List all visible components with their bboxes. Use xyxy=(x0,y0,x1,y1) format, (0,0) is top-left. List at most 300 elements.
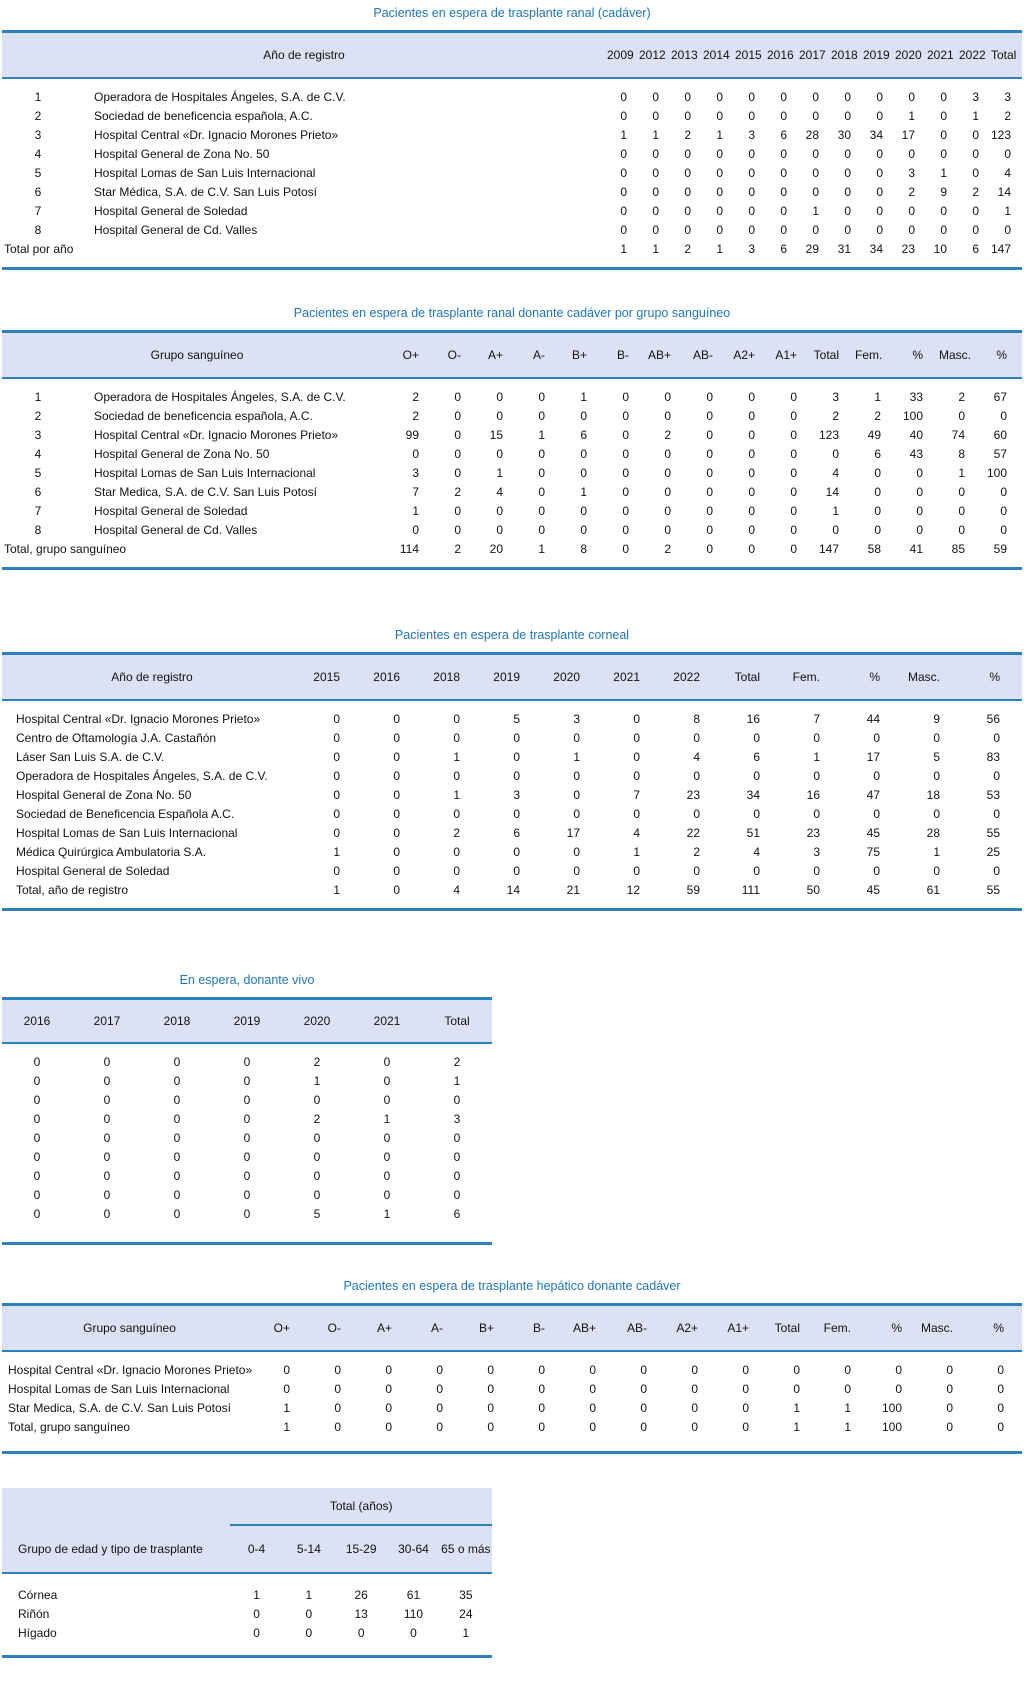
val: 0 xyxy=(513,845,520,859)
val: 0 xyxy=(383,1055,391,1069)
val: 43 xyxy=(909,447,923,461)
val: 0 xyxy=(538,409,545,423)
val: 30 xyxy=(837,128,851,142)
val: 2 xyxy=(412,409,419,423)
val: 0 xyxy=(454,447,461,461)
row-label: Hospital General de Zona No. 50 xyxy=(16,788,192,802)
val: 0 xyxy=(622,542,629,556)
val: 0 xyxy=(706,523,713,537)
val: 0 xyxy=(333,731,340,745)
val: 0 xyxy=(748,204,755,218)
table-row xyxy=(2,1110,492,1129)
col-head: A1+ xyxy=(770,332,812,379)
val: 10 xyxy=(933,242,947,256)
val: 0 xyxy=(693,769,700,783)
val: 44 xyxy=(866,712,880,726)
table-row xyxy=(2,1418,1022,1453)
val: 0 xyxy=(813,731,820,745)
row-label: Hospital General de Zona No. 50 xyxy=(94,447,270,461)
val: 1 xyxy=(793,1401,800,1415)
val: 4 xyxy=(1004,166,1011,180)
val: 5 xyxy=(313,1207,321,1221)
table-row xyxy=(2,1129,492,1148)
val: 0 xyxy=(620,204,627,218)
col-head: O- xyxy=(308,1305,359,1352)
row-label: Total, grupo sanguíneo xyxy=(8,1420,131,1434)
val: 0 xyxy=(243,1150,251,1164)
val: 100 xyxy=(986,466,1007,480)
val: 0 xyxy=(393,769,400,783)
val: 0 xyxy=(993,864,1000,878)
col-head: % xyxy=(971,1305,1022,1352)
val: 0 xyxy=(832,447,839,461)
val: 67 xyxy=(993,390,1007,404)
val: 24 xyxy=(459,1607,473,1621)
val: 0 xyxy=(748,542,755,556)
val: 0 xyxy=(691,1401,698,1415)
row-num: 3 xyxy=(34,128,42,142)
val: 75 xyxy=(866,845,880,859)
col-head: 2016 xyxy=(362,654,422,701)
val: 61 xyxy=(406,1588,421,1602)
val: 3 xyxy=(813,845,820,859)
val: 0 xyxy=(652,204,659,218)
val: 0 xyxy=(664,504,671,518)
val: 58 xyxy=(867,542,881,556)
row-num: 6 xyxy=(34,185,42,199)
val: 2 xyxy=(832,409,839,423)
val: 0 xyxy=(633,731,640,745)
val: 0 xyxy=(334,1382,341,1396)
val: 0 xyxy=(313,1188,321,1202)
val: 59 xyxy=(686,883,700,897)
val: 0 xyxy=(748,409,755,423)
val: 2 xyxy=(693,845,700,859)
val: 1 xyxy=(283,1401,290,1415)
val: 3 xyxy=(453,1112,461,1126)
val: 0 xyxy=(790,542,797,556)
table-row xyxy=(2,1186,492,1205)
val: 0 xyxy=(173,1074,181,1088)
val: 0 xyxy=(393,788,400,802)
val: 0 xyxy=(933,731,940,745)
val: 59 xyxy=(993,542,1007,556)
val: 147 xyxy=(818,542,839,556)
val: 5 xyxy=(513,712,520,726)
table-row xyxy=(2,1605,492,1624)
val: 0 xyxy=(393,712,400,726)
val: 0 xyxy=(622,447,629,461)
val: 0 xyxy=(876,109,883,123)
val: 0 xyxy=(997,1363,1004,1377)
section-edad xyxy=(2,1488,492,1658)
row-label: Star Médica, S.A. de C.V. San Luis Potosí xyxy=(94,185,318,199)
table-row xyxy=(2,1351,1022,1380)
val: 1 xyxy=(958,466,965,480)
val: 0 xyxy=(716,204,723,218)
table-row xyxy=(2,805,1022,824)
col-head: A+ xyxy=(476,332,518,379)
val: 0 xyxy=(454,466,461,480)
val: 0 xyxy=(652,109,659,123)
val: 0 xyxy=(33,1188,41,1202)
total-row xyxy=(2,540,1022,569)
val: 45 xyxy=(866,883,880,897)
val: 0 xyxy=(933,864,940,878)
val: 0 xyxy=(997,1401,1004,1415)
val: 0 xyxy=(874,504,881,518)
val: 0 xyxy=(33,1112,41,1126)
table-row xyxy=(2,378,1022,407)
val: 0 xyxy=(385,1382,392,1396)
val: 0 xyxy=(496,504,503,518)
val: 9 xyxy=(940,185,947,199)
val: 0 xyxy=(780,223,787,237)
row-num: 4 xyxy=(34,147,42,161)
val: 0 xyxy=(333,864,340,878)
table-row xyxy=(2,464,1022,483)
val: 0 xyxy=(173,1093,181,1107)
row-num: 5 xyxy=(34,166,42,180)
val: 0 xyxy=(573,769,580,783)
val: 0 xyxy=(812,223,819,237)
val: 0 xyxy=(454,428,461,442)
val: 0 xyxy=(908,90,915,104)
val: 0 xyxy=(706,542,713,556)
val: 20 xyxy=(489,542,503,556)
val: 3 xyxy=(513,788,520,802)
val: 0 xyxy=(832,523,839,537)
total-label: Total, grupo sanguíneo xyxy=(4,542,127,556)
val: 6 xyxy=(513,826,520,840)
col-head: 2018 xyxy=(830,32,862,79)
col-head: Total xyxy=(990,32,1022,79)
val: 0 xyxy=(780,109,787,123)
group-blank xyxy=(2,1488,230,1525)
val: 6 xyxy=(780,242,787,256)
val: 1 xyxy=(812,204,819,218)
val: 56 xyxy=(986,712,1000,726)
group-label: Total (años) xyxy=(230,1488,492,1525)
val: 1 xyxy=(972,109,979,123)
val: 0 xyxy=(706,447,713,461)
row-num: 8 xyxy=(34,523,42,537)
row-label: Hospital Lomas de San Luis Internacional xyxy=(94,166,316,180)
val: 0 xyxy=(706,466,713,480)
val: 1 xyxy=(832,504,839,518)
val: 1 xyxy=(305,1588,313,1602)
section-donante-vivo xyxy=(2,973,492,1245)
col-head: B- xyxy=(512,1305,563,1352)
val: 0 xyxy=(454,523,461,537)
val: 0 xyxy=(538,1420,545,1434)
row-label: Centro de Oftamología J.A. Castañón xyxy=(16,731,217,745)
val: 51 xyxy=(746,826,760,840)
val: 2 xyxy=(958,390,965,404)
val: 0 xyxy=(589,1363,596,1377)
val: 0 xyxy=(173,1131,181,1145)
val: 1 xyxy=(652,128,659,142)
col-head: 0-4 xyxy=(230,1525,282,1573)
val: 1 xyxy=(652,242,659,256)
col-head: 2016 xyxy=(766,32,798,79)
val: 0 xyxy=(748,223,755,237)
val: 0 xyxy=(844,1382,851,1396)
val: 0 xyxy=(333,769,340,783)
val: 0 xyxy=(412,447,419,461)
val: 1 xyxy=(333,845,340,859)
val: 14 xyxy=(825,485,839,499)
val: 0 xyxy=(393,731,400,745)
val: 2 xyxy=(874,409,881,423)
val: 0 xyxy=(103,1207,111,1221)
col-head: A- xyxy=(410,1305,461,1352)
val: 0 xyxy=(693,807,700,821)
table-row xyxy=(2,202,1022,221)
val: 14 xyxy=(506,883,520,897)
val: 0 xyxy=(243,1055,251,1069)
col-head: 2019 xyxy=(862,32,894,79)
val: 0 xyxy=(916,504,923,518)
val: 0 xyxy=(580,504,587,518)
row-num: 7 xyxy=(34,504,42,518)
val: 0 xyxy=(513,731,520,745)
val: 1 xyxy=(620,242,627,256)
val: 0 xyxy=(873,807,880,821)
col-head: O+ xyxy=(392,332,434,379)
val: 0 xyxy=(946,1420,953,1434)
table-row xyxy=(2,1573,492,1605)
val: 0 xyxy=(664,523,671,537)
row-num: 3 xyxy=(34,428,42,442)
val: 0 xyxy=(334,1420,341,1434)
val: 0 xyxy=(640,1382,647,1396)
table-title-hepatico: Pacientes en espera de trasplante hepático donante cadáver xyxy=(343,1279,681,1293)
report-page xyxy=(0,6,1024,1658)
val: 2 xyxy=(453,826,460,840)
table-row xyxy=(2,729,1022,748)
val: 0 xyxy=(436,1363,443,1377)
val: 0 xyxy=(453,1188,461,1202)
val: 0 xyxy=(748,485,755,499)
val: 0 xyxy=(393,845,400,859)
row-label: Córnea xyxy=(18,1588,58,1602)
val: 1 xyxy=(933,845,940,859)
val: 0 xyxy=(454,390,461,404)
val: 34 xyxy=(869,242,883,256)
val: 28 xyxy=(805,128,819,142)
row-label: Total, año de registro xyxy=(16,883,129,897)
col-head: Fem. xyxy=(818,1305,869,1352)
table-row xyxy=(2,1380,1022,1399)
val: 0 xyxy=(844,1363,851,1377)
val: 0 xyxy=(993,769,1000,783)
row-label: Láser San Luis S.A. de C.V. xyxy=(16,750,165,764)
table-row xyxy=(2,767,1022,786)
val: 1 xyxy=(716,242,723,256)
table-row xyxy=(2,445,1022,464)
val: 0 xyxy=(742,1401,749,1415)
val: 9 xyxy=(933,712,940,726)
val: 0 xyxy=(916,466,923,480)
renal-blood-group-table xyxy=(2,330,1022,570)
val: 0 xyxy=(873,864,880,878)
val: 0 xyxy=(693,731,700,745)
val: 0 xyxy=(640,1401,647,1415)
val: 0 xyxy=(844,166,851,180)
val: 123 xyxy=(990,128,1011,142)
val: 0 xyxy=(753,769,760,783)
val: 1 xyxy=(462,1626,470,1640)
row-num: 2 xyxy=(34,109,42,123)
val: 1 xyxy=(253,1588,260,1602)
val: 2 xyxy=(1004,109,1011,123)
val: 3 xyxy=(972,90,979,104)
col-head: % xyxy=(896,332,938,379)
val: 23 xyxy=(901,242,915,256)
col-head: 2015 xyxy=(734,32,766,79)
row-label: Sociedad de Beneficencia Española A.C. xyxy=(16,807,235,821)
val: 0 xyxy=(706,428,713,442)
val: 4 xyxy=(496,485,503,499)
val: 2 xyxy=(684,242,691,256)
val: 21 xyxy=(566,883,580,897)
val: 0 xyxy=(908,223,915,237)
val: 2 xyxy=(453,1055,461,1069)
val: 0 xyxy=(876,166,883,180)
col-head: 2012 xyxy=(638,32,670,79)
val: 0 xyxy=(103,1112,111,1126)
val: 1 xyxy=(620,128,627,142)
val: 0 xyxy=(393,750,400,764)
val: 0 xyxy=(538,523,545,537)
val: 0 xyxy=(453,1093,461,1107)
table-row xyxy=(2,1624,492,1657)
col-head: % xyxy=(842,654,902,701)
val: 0 xyxy=(410,1626,417,1640)
val: 0 xyxy=(706,485,713,499)
val: 60 xyxy=(993,428,1007,442)
table-row xyxy=(2,1091,492,1110)
val: 0 xyxy=(812,90,819,104)
col-head: AB- xyxy=(614,1305,665,1352)
val: 1 xyxy=(874,390,881,404)
val: 0 xyxy=(684,90,691,104)
val: 0 xyxy=(589,1401,596,1415)
val: 0 xyxy=(487,1363,494,1377)
val: 0 xyxy=(693,864,700,878)
val: 0 xyxy=(538,1382,545,1396)
val: 0 xyxy=(748,447,755,461)
val: 12 xyxy=(626,883,640,897)
val: 0 xyxy=(940,90,947,104)
col-head: A- xyxy=(518,332,560,379)
table-title-renal-sanguineo: Pacientes en espera de trasplante ranal donante cadáver por grupo sanguíneo xyxy=(293,306,731,320)
val: 0 xyxy=(873,731,880,745)
col-head: 2014 xyxy=(702,32,734,79)
val: 0 xyxy=(1000,504,1007,518)
val: 7 xyxy=(633,788,640,802)
val: 2 xyxy=(972,185,979,199)
val: 0 xyxy=(333,788,340,802)
val: 0 xyxy=(844,204,851,218)
val: 6 xyxy=(580,428,587,442)
val: 0 xyxy=(790,409,797,423)
label-head: Grupo sanguíneo xyxy=(2,1305,257,1352)
val: 0 xyxy=(383,1188,391,1202)
val: 0 xyxy=(633,750,640,764)
table-row xyxy=(2,1399,1022,1418)
col-head: Total xyxy=(767,1305,818,1352)
col-head: 2019 xyxy=(482,654,542,701)
val: 0 xyxy=(173,1112,181,1126)
val: 0 xyxy=(933,769,940,783)
val: 0 xyxy=(453,845,460,859)
val: 1 xyxy=(580,390,587,404)
table-row xyxy=(2,700,1022,729)
val: 0 xyxy=(580,523,587,537)
val: 1 xyxy=(538,428,545,442)
val: 3 xyxy=(748,128,755,142)
val: 0 xyxy=(1000,409,1007,423)
val: 147 xyxy=(990,242,1011,256)
val: 0 xyxy=(243,1188,251,1202)
col-head: O+ xyxy=(257,1305,308,1352)
val: 0 xyxy=(253,1626,260,1640)
val: 50 xyxy=(806,883,820,897)
val: 0 xyxy=(873,769,880,783)
section-renal-cadaver xyxy=(2,6,1022,270)
val: 1 xyxy=(313,1074,321,1088)
val: 0 xyxy=(790,428,797,442)
val: 0 xyxy=(958,485,965,499)
val: 0 xyxy=(844,185,851,199)
val: 0 xyxy=(793,1363,800,1377)
val: 0 xyxy=(620,166,627,180)
val: 34 xyxy=(869,128,883,142)
val: 0 xyxy=(580,409,587,423)
val: 0 xyxy=(573,845,580,859)
val: 2 xyxy=(908,185,915,199)
val: 1 xyxy=(333,883,340,897)
val: 0 xyxy=(580,466,587,480)
val: 0 xyxy=(633,769,640,783)
val: 0 xyxy=(622,428,629,442)
row-label: Riñón xyxy=(18,1607,50,1621)
val: 0 xyxy=(33,1093,41,1107)
row-label: Hospital Central «Dr. Ignacio Morones Prieto» xyxy=(94,428,339,442)
val: 0 xyxy=(742,1420,749,1434)
val: 0 xyxy=(385,1401,392,1415)
val: 0 xyxy=(496,523,503,537)
val: 99 xyxy=(405,428,419,442)
val: 0 xyxy=(538,447,545,461)
val: 0 xyxy=(33,1169,41,1183)
col-head: Total xyxy=(812,332,854,379)
val: 0 xyxy=(393,807,400,821)
val: 1 xyxy=(940,166,947,180)
val: 0 xyxy=(313,1169,321,1183)
val: 49 xyxy=(867,428,881,442)
val: 35 xyxy=(459,1588,473,1602)
val: 0 xyxy=(538,390,545,404)
col-head: 65 o más xyxy=(440,1525,492,1573)
col-head: A2+ xyxy=(665,1305,716,1352)
val: 0 xyxy=(972,147,979,161)
val: 0 xyxy=(716,223,723,237)
col-head: Total xyxy=(422,999,492,1044)
val: 1 xyxy=(453,750,460,764)
